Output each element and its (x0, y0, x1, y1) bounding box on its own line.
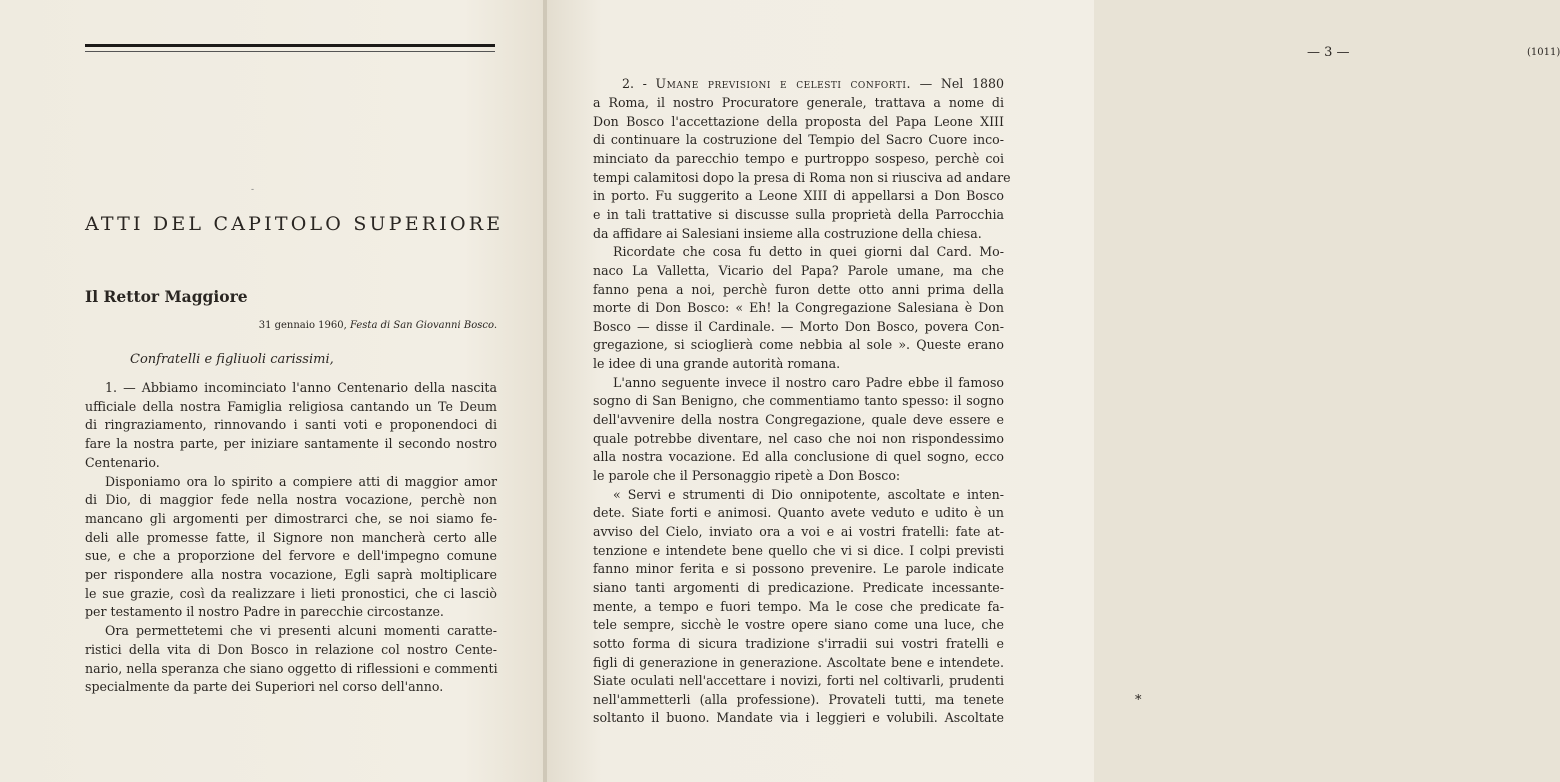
text-line: minciato da parecchio tempo e purtroppo sospeso, perchè coi (593, 150, 1004, 166)
text-line: dete. Siate forti e animosi. Quanto avete veduto e udito è un (593, 505, 1004, 521)
text-line: mancano gli argomenti per dimostrarci che, se noi siamo fe- (85, 510, 497, 526)
text-line: fanno minor ferita e si possono prevenire. Le parole indicate (593, 561, 1004, 577)
text-line: le sue grazie, così da realizzare i lieti pronostici, che ci lasciò (85, 585, 497, 601)
text-line: e in tali trattative si discusse sulla proprietà della Parrocchia (593, 206, 1004, 222)
page-number: — 3 — (1307, 45, 1350, 60)
section-heading-tail: — Nel 1880 (911, 76, 1005, 91)
text-line: a Roma, il nostro Procuratore generale, trattava a nome di (593, 95, 1004, 110)
text-line: deli alle promesse fatte, il Signore non mancherà certo alle (85, 529, 497, 545)
footer-asterisk: * (1135, 693, 1142, 708)
text-line: tempi calamitosi dopo la presa di Roma non si riusciva ad andare (593, 169, 1011, 185)
section-heading: Umane previsioni e celesti conforti. (655, 76, 911, 91)
text-line: Siate oculati nell'accettare i novizi, forti nel coltivarli, prudenti (593, 673, 1004, 689)
dateline (0, 320, 497, 331)
header-rule-thick (85, 44, 495, 47)
section-heading-line (622, 78, 1004, 91)
ink-speck: - (251, 185, 255, 195)
section-title: ATTI DEL CAPITOLO SUPERIORE (85, 213, 504, 235)
text-line: fare la nostra parte, per iniziare santamente il secondo nostro (85, 436, 497, 452)
page-code: (1011) (1527, 47, 1560, 58)
section-number: 2. - (622, 76, 656, 91)
text-line: fanno pena a noi, perchè furon dette otto anni prima della (593, 281, 1004, 297)
text-line: soltanto il buono. Mandate via i leggieri e volubili. Ascoltate (593, 710, 1004, 726)
text-line: di Dio, di maggior fede nella nostra vocazione, perchè non (85, 492, 497, 508)
text-line: le idee di una grande autorità romana. (593, 356, 841, 372)
text-line: morte di Don Bosco: « Eh! la Congregazione Salesiana è Don (593, 300, 1004, 316)
text-line: tele sempre, sicchè le vostre opere siano come una luce, che (593, 617, 1004, 633)
text-line: alla nostra vocazione. Ed alla conclusione di quel sogno, ecco (593, 449, 1004, 465)
text-line: gregazione, si scioglierà come nebbia al sole ». Queste erano (593, 337, 1004, 353)
text-line: Ricordate che cosa fu detto in quei giorni dal Card. Mo- (613, 244, 1004, 260)
right-page (547, 0, 1560, 782)
text-line: Bosco — disse il Cardinale. — Morto Don Bosco, povera Con- (593, 318, 1004, 334)
date-feast: Festa di San Giovanni Bosco. (349, 320, 497, 331)
text-line: Don Bosco l'accettazione della proposta del Papa Leone XIII (593, 113, 1004, 129)
text-line: « Servi e strumenti di Dio onnipotente, ascoltate e inten- (613, 486, 1004, 502)
text-line: dell'avvenire della nostra Congregazione, quale deve essere e (593, 412, 1004, 428)
text-line: nario, nella speranza che siano oggetto di riflessioni e commenti (85, 660, 498, 676)
text-line: in porto. Fu suggerito a Leone XIII di appellarsi a Don Bosco (593, 188, 1004, 204)
text-line: per testamento il nostro Padre in parecchie circostanze. (85, 604, 444, 620)
text-line: ristici della vita di Don Bosco in relazione col nostro Cente- (85, 641, 497, 657)
left-page (0, 0, 545, 782)
text-line: siano tanti argomenti di predicazione. Predicate incessante- (593, 579, 1004, 595)
text-line: per rispondere alla nostra vocazione, Egli saprà moltiplicare (85, 567, 497, 582)
text-line: di ringraziamento, rinnovando i santi voti e proponendoci di (85, 417, 497, 433)
subtitle: Il Rettor Maggiore (85, 287, 248, 306)
text-line: sogno di San Benigno, che commentiamo tanto spesso: il sogno (593, 393, 1004, 409)
text-line: 1. — Abbiamo incominciato l'anno Centenario della nascita (105, 380, 497, 395)
text-line: tenzione e intendete bene quello che vi si dice. I colpi previsti (593, 542, 1004, 558)
text-line: quale potrebbe diventare, nel caso che noi non rispondessimo (593, 430, 1004, 446)
text-line: Ora permettetemi che vi presenti alcuni momenti caratte- (105, 623, 497, 639)
text-line: specialmente da parte dei Superiori nel corso dell'anno. (85, 679, 444, 695)
text-line: sue, e che a proporzione del fervore e dell'impegno comune (85, 548, 497, 564)
text-line: sotto forma di sicura tradizione s'irradii sui vostri fratelli e (593, 635, 1004, 651)
text-line: Centenario. (85, 454, 160, 470)
text-line: L'anno seguente invece il nostro caro Padre ebbe il famoso (613, 374, 1004, 390)
text-line: naco La Valletta, Vicario del Papa? Parole umane, ma che (593, 262, 1004, 278)
text-line: ufficiale della nostra Famiglia religiosa cantando un Te Deum (85, 398, 497, 414)
text-line: le parole che il Personaggio ripetè a Don Bosco: (593, 468, 901, 483)
text-line: da affidare ai Salesiani insieme alla costruzione della chiesa. (593, 225, 982, 241)
text-line: nell'ammetterli (alla professione). Provateli tutti, ma tenete (593, 691, 1004, 707)
text-line: avviso del Cielo, inviato ora a voi e ai vostri fratelli: fate at- (593, 523, 1004, 539)
salutation: Confratelli e figliuoli carissimi, (130, 352, 334, 367)
header-rule-thin (85, 51, 495, 52)
text-line: di continuare la costruzione del Tempio del Sacro Cuore inco- (593, 132, 1004, 148)
text-line: figli di generazione in generazione. Ascoltate bene e intendete. (593, 654, 1004, 670)
text-line: Disponiamo ora lo spirito a compiere atti di maggior amor (105, 473, 497, 489)
text-line: mente, a tempo e fuori tempo. Ma le cose che predicate fa- (593, 598, 1004, 614)
date-text: 31 gennaio 1960, (258, 320, 350, 331)
